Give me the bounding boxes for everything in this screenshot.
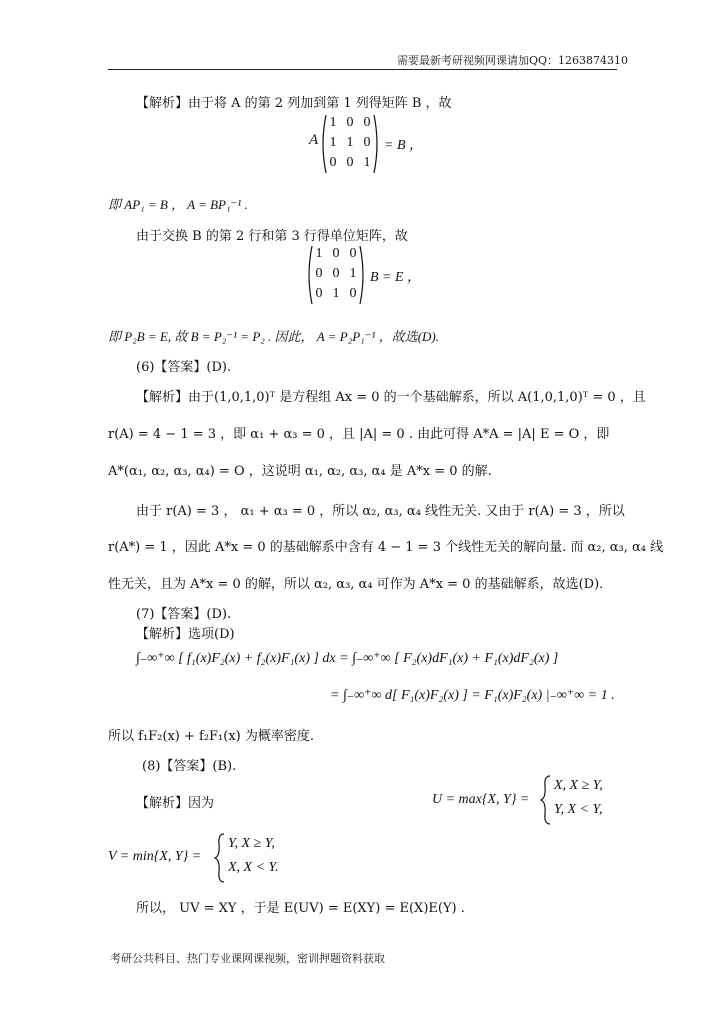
answer-heading: (7)【答案】(D). xyxy=(136,607,232,622)
answer-heading: (6)【答案】(D). xyxy=(136,360,232,375)
text-line: r(A) = 4 − 1 = 3 ，即 α₁ + α₃ = 0 ，且 |A| = 0 . 由此可得 A*A = |A| E = O ，即 xyxy=(108,427,610,442)
text-line: 由于 r(A) = 3 ， α₁ + α₃ = 0 ，所以 α₂, α₃, α₄ 线性无关. 又由于 r(A) = 3 ，所以 xyxy=(136,504,625,519)
matrix-cell: 1 xyxy=(332,286,340,301)
header-rule xyxy=(108,69,617,70)
piecewise-case: Y, X ≥ Y, xyxy=(228,836,275,851)
matrix-suffix: B = E ， xyxy=(370,270,422,285)
brace-icon xyxy=(540,774,552,826)
matrix-cell: 0 xyxy=(363,135,371,150)
piecewise-lhs: U = max{X, Y} = xyxy=(432,792,530,807)
matrix-prefix: A xyxy=(309,132,319,148)
matrix-cell: 1 xyxy=(329,115,337,130)
formula-line: ∫₋∞⁺∞ [ f₁(x)F₂(x) + f₂(x)F₁(x) ] dx = ∫₋∞⁺∞ [ F₂(x)dF₁(x) + F₁(x)dF₂(x) ] xyxy=(136,651,559,666)
matrix-cell: 0 xyxy=(363,115,371,130)
matrix-cell: 0 xyxy=(346,155,354,170)
text-line: 【解析】由于将 A 的第 2 列加到第 1 列得矩阵 B ，故 xyxy=(136,96,452,111)
text-line: r(A*) = 1 ，因此 A*x = 0 的基础解系中含有 4 − 1 = 3 个线性无关的解向量. 而 α₂, α₃, α₄ 线 xyxy=(108,540,664,555)
matrix-cell: 0 xyxy=(332,246,340,261)
text-line: 所以 f₁F₂(x) + f₂F₁(x) 为概率密度. xyxy=(108,729,315,744)
page-footer: 考研公共科目、热门专业课网课视频，密训押题资料获取 xyxy=(110,952,385,965)
piecewise-case: X, X ≥ Y, xyxy=(554,778,603,793)
text-line: 所以， UV = XY ，于是 E(UV) = E(XY) = E(X)E(Y) . xyxy=(136,901,465,916)
text-line: 即 P₂B = E, 故 B = P₂⁻¹ = P₂ . 因此， A = P₂P₁⁻¹ ，故选(D). xyxy=(108,329,439,344)
matrix-cell: 0 xyxy=(315,266,323,281)
piecewise-lhs: V = min{X, Y} = xyxy=(108,849,202,864)
text-line: 性无关，且为 A*x = 0 的解，所以 α₂, α₃, α₄ 可作为 A*x = 0 的基础解系，故选(D). xyxy=(108,577,604,592)
matrix-cell: 0 xyxy=(332,266,340,281)
matrix-cell: 0 xyxy=(346,115,354,130)
text-line: 【解析】由于(1,0,1,0)ᵀ 是方程组 Ax = 0 的一个基础解系，所以 A(1,0,1,0)ᵀ = 0 ，且 xyxy=(136,390,646,405)
matrix-cell: 0 xyxy=(315,286,323,301)
matrix-1 xyxy=(319,113,381,175)
matrix-2 xyxy=(305,244,367,306)
matrix-cell: 1 xyxy=(363,155,371,170)
formula-line: = ∫₋∞⁺∞ d[ F₁(x)F₂(x) ] = F₁(x)F₂(x) |₋∞⁺∞ = 1 . xyxy=(330,688,615,703)
matrix-cell: 1 xyxy=(346,135,354,150)
matrix-cell: 1 xyxy=(315,246,323,261)
text-line: 【解析】因为 xyxy=(136,796,215,811)
matrix-suffix: = B ， xyxy=(384,138,423,153)
matrix-cell: 1 xyxy=(349,266,357,281)
matrix-cell: 1 xyxy=(329,135,337,150)
text-line: A*(α₁, α₂, α₃, α₄) = O ，这说明 α₁, α₂, α₃, α₄ 是 A*x = 0 的解. xyxy=(108,464,492,479)
matrix-cell: 0 xyxy=(329,155,337,170)
text-line: 即 AP₁ = B ， A = BP₁⁻¹ . xyxy=(108,197,248,212)
piecewise-case: Y, X < Y, xyxy=(554,802,603,817)
matrix-cell: 0 xyxy=(349,286,357,301)
text-line: 由于交换 B 的第 2 行和第 3 行得单位矩阵，故 xyxy=(136,229,408,244)
brace-icon xyxy=(214,832,226,884)
text-line: 【解析】选项(D) xyxy=(136,627,235,642)
page-header: 需要最新考研视频网课请加QQ：1263874310 xyxy=(397,54,629,67)
piecewise-case: X, X < Y. xyxy=(228,860,279,875)
matrix-cell: 0 xyxy=(349,246,357,261)
answer-heading: (8)【答案】(B). xyxy=(142,759,237,774)
